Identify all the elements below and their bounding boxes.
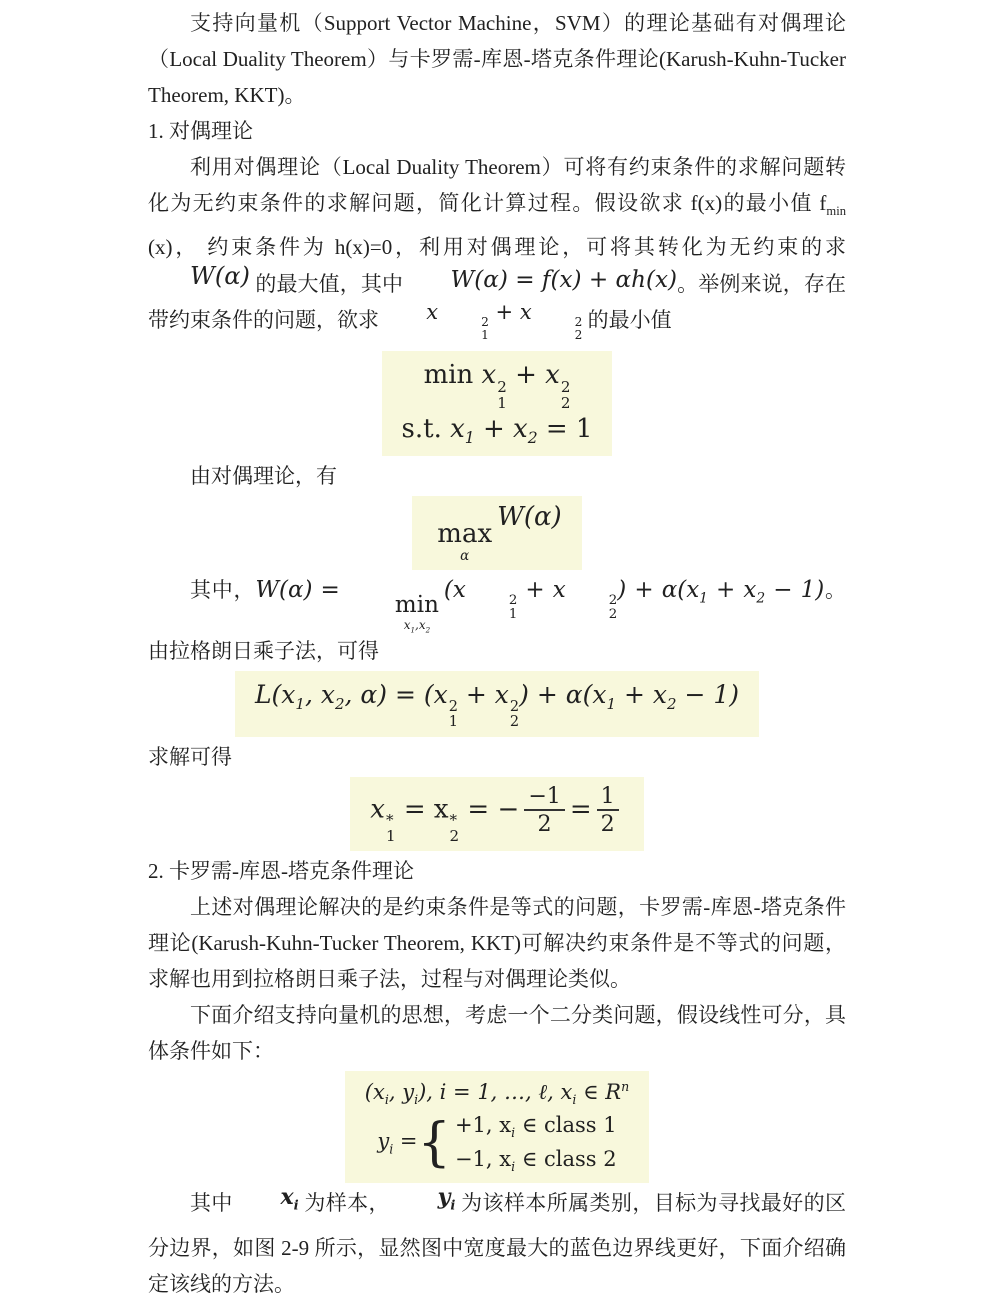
formula-min-line: min x 2 1 + x 2 2 bbox=[423, 360, 571, 412]
paragraph-duality-text-3: 的最大值，其中 bbox=[249, 272, 409, 297]
inline-formula-w-alpha: W(α) bbox=[190, 262, 250, 291]
inline-formula-w-min-definition: W(α) = min $x_1,x_2$ (x 2 1 + x 2 2 ) + $\alpha(x_1 + x_2 - 1)$ bbox=[255, 576, 825, 634]
case-class1: +1, $x_i$ ∈ class 1 bbox=[454, 1113, 617, 1141]
paragraph-kkt-explanation: 上述对偶理论解决的是约束条件是等式的问题，卡罗需-库恩-塔克条件理论(Karush-Kuhn-Tucker Theorem, KKT)可解决约束条件是不等式的问题，求解也用到拉格朗日乘子法，过程与对偶理论类似。 bbox=[148, 894, 846, 991]
min-operator: min $x_1,x_2$ bbox=[353, 594, 439, 634]
inline-formula-y-i: $y_i$ bbox=[437, 1183, 456, 1214]
x2-squared-script: 2 2 bbox=[574, 314, 583, 342]
paragraph-sample-text-2: 为样本， bbox=[298, 1190, 396, 1215]
paragraph-w-definition-lead: 其中， bbox=[190, 577, 256, 602]
x1-squared-script: 2 1 bbox=[481, 314, 489, 342]
sample-definition-line: ($x_i$, $y_i$), i = 1, …, ℓ, $x_i$ ∈ $R^n$ bbox=[364, 1078, 630, 1108]
paragraph-duality-text-5: 的最小值 bbox=[582, 308, 672, 333]
max-operator: max α bbox=[437, 519, 493, 565]
inline-formula-x-i: $x_i$ bbox=[280, 1183, 299, 1214]
paragraph-duality-text-1: 利用对偶理论（Local Duality Theorem）可将有约束条件的求解问题转化为无约束条件的求解问题，简化计算过程。假设欲求 f(x)的最小值 f bbox=[148, 155, 846, 215]
paragraph-solve: 求解可得 bbox=[148, 744, 232, 769]
formula-constrained-minimization bbox=[382, 351, 613, 456]
formula-max-w-alpha-wrap bbox=[148, 496, 846, 569]
inline-formula-x-squared-sum: x 2 1 + x 2 2 bbox=[426, 300, 583, 342]
case-class2: −1, $x_i$ ∈ class 2 bbox=[454, 1147, 617, 1175]
cases-group bbox=[418, 1109, 617, 1176]
formula-classification-setup bbox=[345, 1071, 649, 1183]
paragraph-w-definition bbox=[148, 572, 846, 670]
paragraph-w-definition-tail: 。由拉格朗日乘子法，可得 bbox=[148, 577, 847, 664]
paragraph-svm-intro bbox=[148, 5, 846, 113]
label-cases-line: $y_i$ = { +1, $x_i$ ∈ class 1 −1, $x_i$ ∈ class 2 bbox=[365, 1109, 629, 1176]
paragraph-by-duality: 由对偶理论，有 bbox=[190, 464, 337, 489]
paragraph-svm-intro-text: 支持向量机（Support Vector Machine，SVM）的理论基础有对偶理论（Local Duality Theorem）与卡罗需-库恩-塔克条件理论(Karush-Kuhn-Tucker Theorem, KKT)。 bbox=[148, 11, 846, 107]
fraction-half: $\frac{1}{2}$ bbox=[597, 783, 619, 838]
formula-lagrangian-wrap bbox=[148, 671, 846, 736]
formula-classification-setup-wrap bbox=[148, 1071, 846, 1183]
heading-kkt-theory: 2. 卡罗需-库恩-塔克条件理论 bbox=[148, 858, 414, 883]
min-operator-subscript: $x_1,x_2$ bbox=[403, 617, 431, 634]
paragraph-duality-text-4: 。举例来说，存在带约束条件的问题，欲求 bbox=[148, 272, 847, 333]
paragraph-sample-text-1: 其中 bbox=[190, 1190, 239, 1215]
fmin-subscript: min bbox=[826, 204, 846, 219]
formula-lagrangian: $L(x_1$, $x_2$, α) = (x 2 1 + x 2 2 ) + $\alpha(x_1 + x_2 - 1)$ bbox=[235, 671, 759, 736]
formula-solution-wrap bbox=[148, 777, 846, 851]
paragraph-sample-description bbox=[148, 1185, 846, 1302]
left-brace: { bbox=[417, 1112, 451, 1174]
paragraph-sample-text-3: 为该样本所属类别，目标为寻找最好的区分边界，如图 2-9 所示，显然图中宽度最大的蓝色边界线更好，下面介绍确定该线的方法。 bbox=[148, 1190, 846, 1297]
formula-st-line: s.t. $x_1 + x_2 = 1$ bbox=[401, 414, 593, 448]
inline-formula-w-equation: W(α) = f(x) + αh(x) bbox=[450, 267, 678, 294]
paragraph-duality-explanation bbox=[148, 149, 846, 349]
paragraph-svm-idea: 下面介绍支持向量机的思想，考虑一个二分类问题，假设线性可分，具体条件如下： bbox=[148, 1002, 846, 1063]
formula-constrained-minimization-wrap bbox=[148, 351, 846, 456]
formula-max-w-alpha bbox=[412, 496, 581, 569]
max-operand: W(α) bbox=[497, 502, 562, 533]
heading-duality-theory: 1. 对偶理论 bbox=[148, 119, 253, 143]
formula-solution: x * 1 = x * 2 = − $\frac{-1}{2}$ = $\frac{1}{2}$ bbox=[350, 777, 643, 851]
paragraph-duality-text-2: (x)， 约束条件为 h(x)=0，利用对偶理论，可将其转化为无约束的求 bbox=[148, 235, 846, 260]
fraction-neg-half: $\frac{-1}{2}$ bbox=[524, 783, 565, 838]
